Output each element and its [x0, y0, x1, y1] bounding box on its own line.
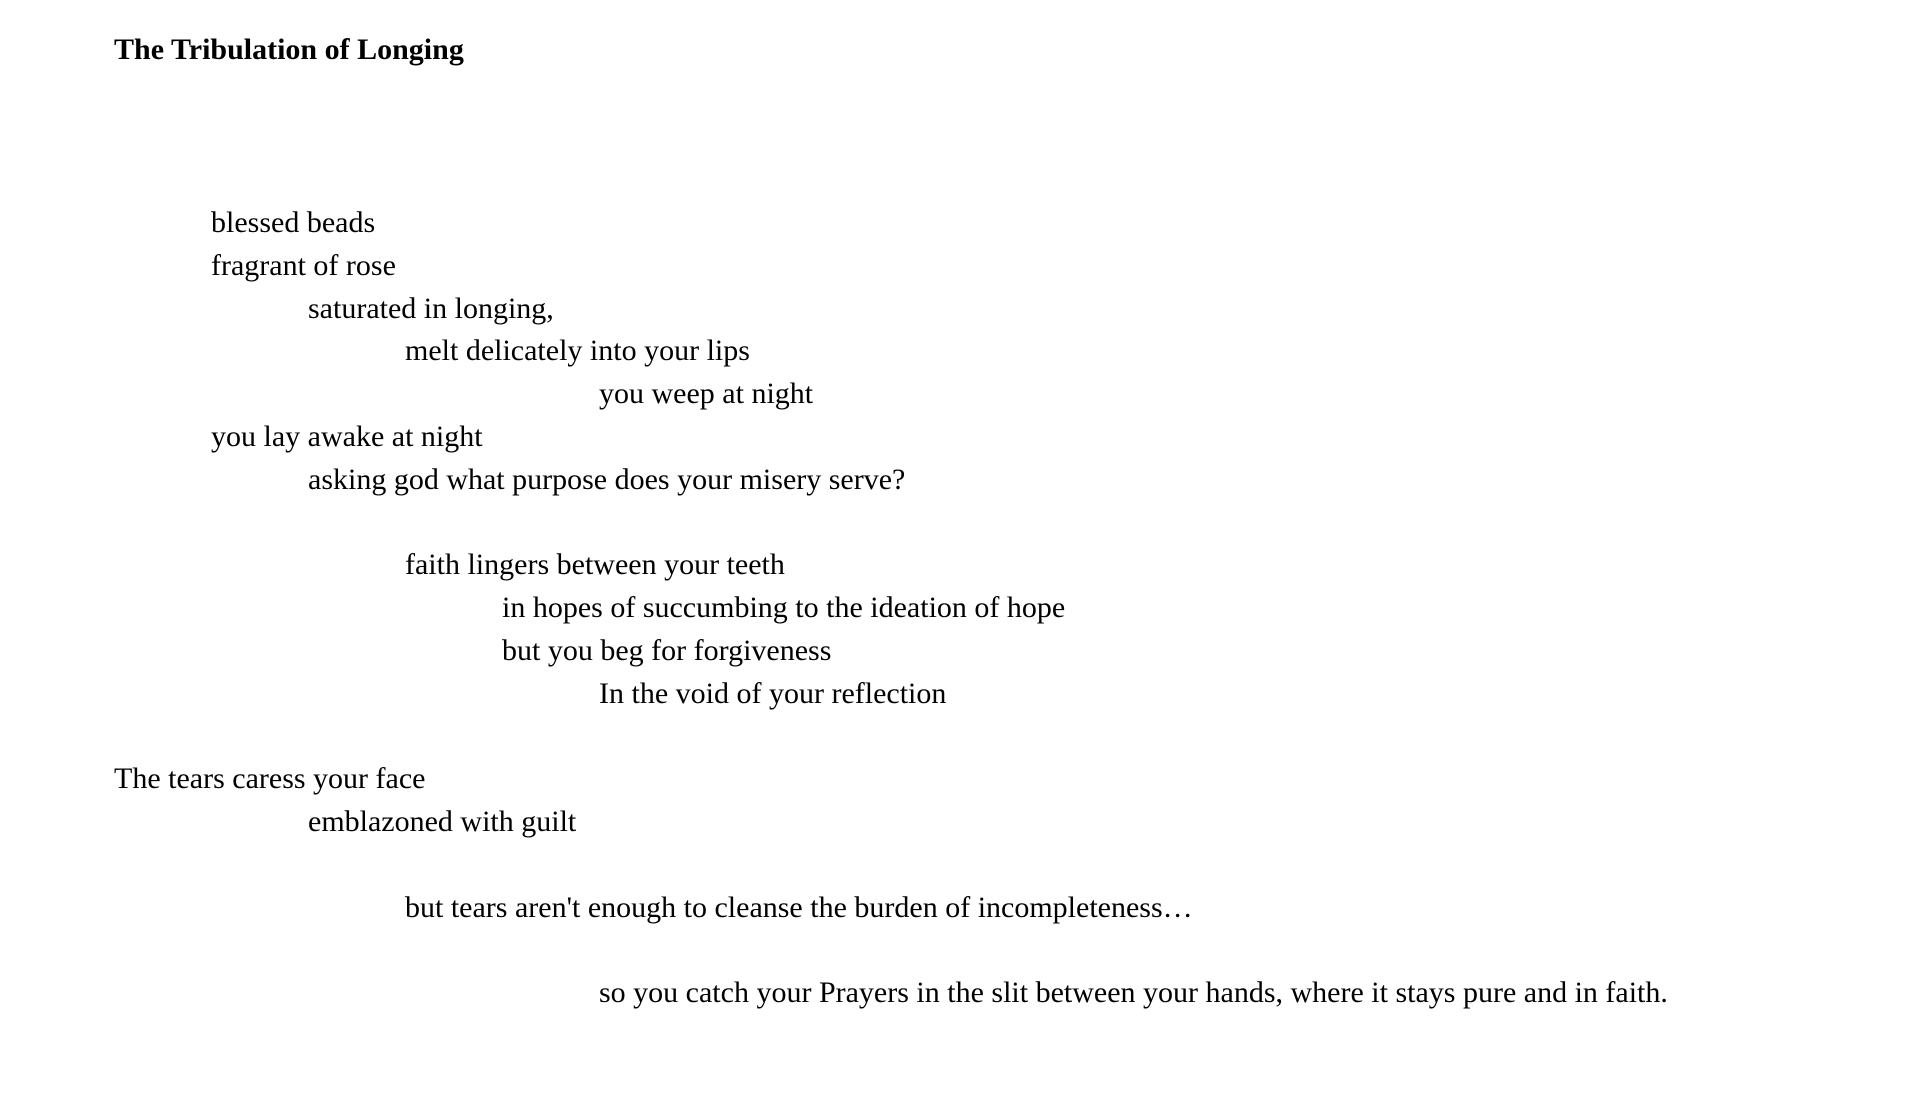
poem-line: you weep at night [599, 377, 814, 411]
poem-line: but you beg for forgiveness [502, 633, 832, 667]
poem-title: The Tribulation of Longing [114, 33, 464, 66]
stanza-break [114, 716, 1668, 759]
poem-body [114, 202, 1668, 1015]
poem-line: faith lingers between your teeth [405, 548, 785, 582]
poem-line: blessed beads [211, 206, 376, 239]
poem-line: in hopes of succumbing to the ideation of hope [502, 591, 1066, 625]
poem-line: so you catch your Prayers in the slit between your hands, where it stays pure and in faith. [599, 976, 1668, 1010]
stanza-break [114, 930, 1668, 973]
poem-line: you lay awake at night [211, 419, 483, 453]
poem-line: In the void of your reflection [599, 676, 947, 710]
stanza-break [114, 502, 1668, 545]
poem-line: saturated in longing, [308, 291, 554, 325]
poem-line: melt delicately into your lips [405, 334, 750, 368]
stanza-break [114, 844, 1668, 887]
poem-line: but tears aren't enough to cleanse the burden of incompleteness… [405, 890, 1193, 924]
poem-line: asking god what purpose does your misery serve? [308, 462, 906, 496]
poem-line: fragrant of rose [211, 248, 396, 282]
poem-line: emblazoned with guilt [308, 805, 577, 839]
poem-line: The tears caress your face [114, 762, 426, 796]
